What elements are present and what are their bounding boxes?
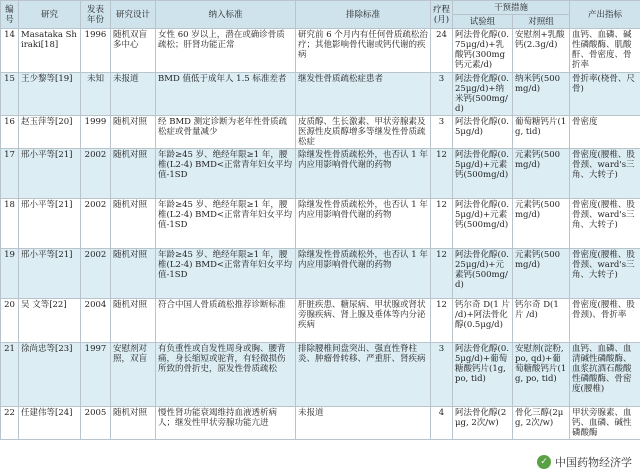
table-row bbox=[1, 29, 640, 73]
cell-course: 12 bbox=[431, 299, 453, 343]
header-study: 研究 bbox=[19, 1, 81, 29]
cell-year: 2002 bbox=[81, 149, 111, 199]
table-row bbox=[1, 73, 640, 116]
cell-course: 3 bbox=[431, 343, 453, 407]
cell-trial: 钙尔奇 D(1 片 /d)+阿法骨化醇(0.5μg/d) bbox=[453, 299, 513, 343]
table-row bbox=[1, 149, 640, 199]
cell-inclusion: 有负重性或自发性周身或胸、腰背痛，身长缩短或驼背，有轻微损伤所致的骨折史，原发性骨质疏松 bbox=[156, 343, 296, 407]
cell-trial: 阿法骨化醇(0.25μg/d)+元素钙(500mg/d) bbox=[453, 249, 513, 299]
cell-control: 元素钙(500mg/d) bbox=[513, 149, 570, 199]
cell-exclusion: 除继发性骨质疏松外，也否认 1 年内应用影响骨代谢的药物 bbox=[296, 199, 431, 249]
cell-outcome: 骨密度(腰椎、股骨颈)、骨折率 bbox=[570, 299, 640, 343]
header-no: 编号 bbox=[1, 1, 19, 29]
cell-exclusion: 排除腰椎间盘突出、强直性脊柱炎、肿瘤骨转移、严重肝、肾疾病 bbox=[296, 343, 431, 407]
cell-trial: 阿法骨化醇(0.75μg/d)+乳酸钙(300mg钙元素/d) bbox=[453, 29, 513, 73]
cell-exclusion: 未报道 bbox=[296, 407, 431, 440]
cell-design: 随机对照 bbox=[111, 116, 156, 149]
cell-exclusion: 皮质醇、生长激素、甲状旁腺素及医源性皮质醇增多等继发性骨质疏松症 bbox=[296, 116, 431, 149]
cell-trial: 阿法骨化醇(0.25μg/d)+纳米钙(500mg/d) bbox=[453, 73, 513, 116]
header-outcome: 产出指标 bbox=[570, 1, 640, 29]
cell-exclusion: 继发性骨质疏松症患者 bbox=[296, 73, 431, 116]
table-row bbox=[1, 407, 640, 440]
cell-year: 2005 bbox=[81, 407, 111, 440]
cell-study: 邢小平等[21] bbox=[19, 249, 81, 299]
header-year: 发表年份 bbox=[81, 1, 111, 29]
cell-control: 纳米钙(500mg/d) bbox=[513, 73, 570, 116]
cell-study: 邢小平等[21] bbox=[19, 149, 81, 199]
cell-exclusion: 研究前 6 个月内有任何骨质疏松治疗；其他影响骨代谢或钙代谢的疾病 bbox=[296, 29, 431, 73]
header-inclusion: 纳入标准 bbox=[156, 1, 296, 29]
cell-no: 18 bbox=[1, 199, 19, 249]
table-row bbox=[1, 249, 640, 299]
cell-control: 元素钙(500mg/d) bbox=[513, 249, 570, 299]
cell-study: 赵玉萍等[20] bbox=[19, 116, 81, 149]
wechat-icon: ✓ bbox=[537, 455, 551, 469]
cell-design: 随机对照 bbox=[111, 407, 156, 440]
cell-no: 16 bbox=[1, 116, 19, 149]
watermark-text: 中国药物经济学 bbox=[555, 456, 632, 469]
cell-inclusion: 经 BMD 测定诊断为老年性骨质疏松症或骨量减少 bbox=[156, 116, 296, 149]
cell-year: 1996 bbox=[81, 29, 111, 73]
cell-course: 3 bbox=[431, 116, 453, 149]
cell-design: 随机对照 bbox=[111, 199, 156, 249]
cell-inclusion: BMD 值低于成年人 1.5 标准差者 bbox=[156, 73, 296, 116]
cell-outcome: 骨折率(桡骨、尺骨) bbox=[570, 73, 640, 116]
cell-outcome: 骨密度(腰椎、股骨颈、ward's三角、大转子) bbox=[570, 149, 640, 199]
cell-outcome: 血钙、血磷、碱性磷酸酶、肌酸酐、骨密度、骨折率 bbox=[570, 29, 640, 73]
cell-control: 葡萄糖钙片(1g, tid) bbox=[513, 116, 570, 149]
cell-exclusion: 肝脏疾患、糖尿病、甲状腺或肾状旁腺疾病、肾上腺及垂体等内分泌疾病 bbox=[296, 299, 431, 343]
cell-study: 徐尚忠等[23] bbox=[19, 343, 81, 407]
header-intervention: 干预措施 bbox=[453, 1, 570, 15]
cell-course: 12 bbox=[431, 149, 453, 199]
cell-no: 15 bbox=[1, 73, 19, 116]
cell-design: 随机双盲多中心 bbox=[111, 29, 156, 73]
cell-no: 19 bbox=[1, 249, 19, 299]
cell-study: Masataka Shiraki[18] bbox=[19, 29, 81, 73]
cell-exclusion: 除继发性骨质疏松外，也否认 1 年内应用影响骨代谢的药物 bbox=[296, 149, 431, 199]
cell-study: 邢小平等[21] bbox=[19, 199, 81, 249]
cell-year: 2002 bbox=[81, 249, 111, 299]
cell-course: 24 bbox=[431, 29, 453, 73]
table-row bbox=[1, 199, 640, 249]
cell-trial: 阿法骨化醇(0.5μg/d)+葡萄糖酸钙片(1g, po, tid) bbox=[453, 343, 513, 407]
cell-year: 1999 bbox=[81, 116, 111, 149]
cell-control: 钙尔奇 D(1 片 /d) bbox=[513, 299, 570, 343]
cell-inclusion: 年龄≥45 岁、绝经年限≥1 年，腰椎(L2-4) BMD<正常青年妇女平均值-1SD bbox=[156, 149, 296, 199]
cell-no: 20 bbox=[1, 299, 19, 343]
cell-inclusion: 符合中国人骨质疏松推荐诊断标准 bbox=[156, 299, 296, 343]
cell-inclusion: 年龄≥45 岁、绝经年限≥1 年，腰椎(L2-4) BMD<正常青年妇女平均值-1SD bbox=[156, 249, 296, 299]
table-row bbox=[1, 116, 640, 149]
cell-design: 随机对照 bbox=[111, 299, 156, 343]
cell-trial: 阿法骨化醇(0.5μg/d) bbox=[453, 116, 513, 149]
cell-no: 21 bbox=[1, 343, 19, 407]
cell-outcome: 血钙、血磷、血清碱性磷酸酶、血浆抗酒石酸酸性磷酸酶、骨密度(腰椎) bbox=[570, 343, 640, 407]
cell-design: 随机对照 bbox=[111, 249, 156, 299]
table-row bbox=[1, 343, 640, 407]
cell-trial: 阿法骨化醇(0.5μg/d)+元素钙(500mg/d) bbox=[453, 149, 513, 199]
cell-outcome: 骨密度(腰椎、股骨颈、ward's三角、大转子) bbox=[570, 199, 640, 249]
cell-control: 安慰剂(淀粉, po, qd)+葡萄糖酸钙片(1g, po, tid) bbox=[513, 343, 570, 407]
cell-control: 骨化三醇(2μg, 2次/w) bbox=[513, 407, 570, 440]
cell-control: 安慰剂+乳酸钙(2.3g/d) bbox=[513, 29, 570, 73]
cell-study: 吴 文等[22] bbox=[19, 299, 81, 343]
cell-no: 22 bbox=[1, 407, 19, 440]
cell-year: 1997 bbox=[81, 343, 111, 407]
cell-trial: 阿法骨化醇(0.5μg/d)+元素钙(500mg/d) bbox=[453, 199, 513, 249]
cell-inclusion: 年龄≥45 岁、绝经年限≥1 年，腰椎(L2-4) BMD<正常青年妇女平均值-1SD bbox=[156, 199, 296, 249]
cell-year: 2004 bbox=[81, 299, 111, 343]
cell-course: 4 bbox=[431, 407, 453, 440]
header-trial: 试验组 bbox=[453, 15, 513, 29]
cell-inclusion: 慢性肾功能衰竭维持血液透析病人；继发性甲状旁腺功能亢进 bbox=[156, 407, 296, 440]
cell-study: 任建伟等[24] bbox=[19, 407, 81, 440]
cell-course: 3 bbox=[431, 73, 453, 116]
cell-trial: 阿法骨化醇(2μg, 2次/w) bbox=[453, 407, 513, 440]
cell-design: 未报道 bbox=[111, 73, 156, 116]
cell-course: 12 bbox=[431, 199, 453, 249]
cell-exclusion: 除继发性骨质疏松外，也否认 1 年内应用影响骨代谢的药物 bbox=[296, 249, 431, 299]
cell-course: 12 bbox=[431, 249, 453, 299]
watermark bbox=[531, 452, 638, 472]
cell-inclusion: 女性 60 岁以上，潜在或确诊骨质疏松；肝肾功能正常 bbox=[156, 29, 296, 73]
cell-no: 17 bbox=[1, 149, 19, 199]
table-row bbox=[1, 299, 640, 343]
cell-outcome: 骨密度(腰椎、股骨颈、ward's三角、大转子) bbox=[570, 249, 640, 299]
cell-design: 安慰剂对照，双盲 bbox=[111, 343, 156, 407]
header-course: 疗程(月) bbox=[431, 1, 453, 29]
header-exclusion: 排除标准 bbox=[296, 1, 431, 29]
cell-outcome: 甲状旁腺素、血钙、血磷、碱性磷酸酶 bbox=[570, 407, 640, 440]
cell-design: 随机对照 bbox=[111, 149, 156, 199]
cell-year: 2002 bbox=[81, 199, 111, 249]
header-control: 对照组 bbox=[513, 15, 570, 29]
cell-study: 王少黎等[19] bbox=[19, 73, 81, 116]
header-design: 研究设计 bbox=[111, 1, 156, 29]
cell-no: 14 bbox=[1, 29, 19, 73]
cell-outcome: 骨密度 bbox=[570, 116, 640, 149]
cell-control: 元素钙(500mg/d) bbox=[513, 199, 570, 249]
cell-year: 未知 bbox=[81, 73, 111, 116]
